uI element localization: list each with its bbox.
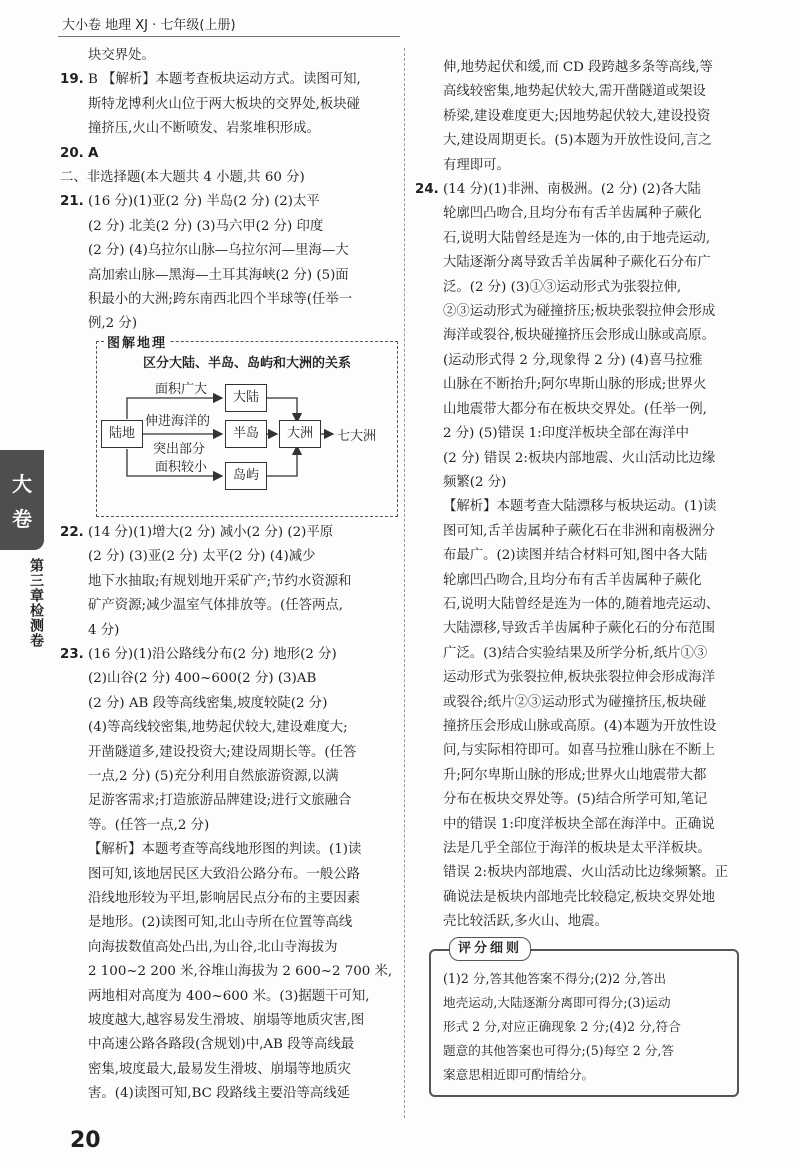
label-area-large: 面积广大	[155, 381, 208, 397]
node-zhou: 大洲	[279, 420, 321, 448]
rules-line: 案意思相近即可酌情给分。	[443, 1066, 595, 1082]
side-tab-char: 大	[12, 472, 32, 496]
question-number: 19.	[60, 72, 84, 88]
text-line: (16 分)(1)沿公路线分布(2 分) 地形(2 分)	[88, 646, 337, 662]
page-number: 20	[70, 1128, 101, 1153]
text-line: A	[88, 145, 99, 161]
text-line: 4 分)	[88, 622, 120, 638]
text-line: 地下水抽取;有规划地开采矿产;节约水资源和	[88, 573, 352, 589]
text-line: 山脉在不断抬升;阿尔卑斯山脉的形成;世界火	[443, 377, 707, 393]
text-line: 桥梁,建设难度更大;因地势起伏较大,建设投资	[443, 108, 711, 124]
text-line: 轮廓凹凸吻合,且均分布有舌羊齿属种子蕨化	[443, 572, 702, 588]
text-line: 图可知,舌羊齿属种子蕨化石在非洲和南极洲分	[443, 523, 716, 539]
side-tab-char: 卷	[12, 507, 32, 531]
text-line: 图可知,该地居民区大致沿公路分布。一般公路	[88, 866, 361, 882]
text-line: 广泛。(3)结合实验结果及所学分析,纸片①③	[443, 645, 708, 661]
question-number: 22.	[60, 524, 84, 540]
node-land: 陆地	[101, 420, 143, 448]
text-line: 开凿隧道多,建设投资大;建设周期长等。(任答	[88, 744, 357, 760]
text-line: 矿产资源;减少温室气体排放等。(任答两点,	[88, 598, 344, 614]
text-line: 撞挤压,火山不断喷发、岩浆堆积形成。	[88, 121, 320, 137]
text-line: 是地形。(2)读图可知,北山寺所在位置等高线	[88, 915, 353, 931]
text-line: 山地震带大都分布在板块交界处。(任举一例,	[443, 401, 707, 417]
text-line: 一点,2 分) (5)充分利用自然旅游资源,以满	[88, 768, 339, 784]
text-line: 中的错误 1:印度洋板块全部在海洋中。正确说	[443, 816, 715, 832]
rules-line: 题意的其他答案也可得分;(5)每空 2 分,答	[443, 1042, 675, 1058]
text-line: (2 分) AB 段等高线密集,坡度较陡(2 分)	[88, 695, 328, 711]
text-line: (4)等高线较密集,地势起伏较大,建设难度大;	[88, 720, 348, 736]
rules-line: 形式 2 分,对应正确现象 2 分;(4)2 分,符合	[443, 1018, 681, 1034]
diagram-tag: 图解地理	[105, 332, 169, 356]
text-line: 大陆漂移,导致舌羊齿属种子蕨化石的分布范围	[443, 621, 716, 637]
right-column	[415, 56, 743, 1097]
rules-line: 地壳运动,大陆逐渐分离即可得分;(3)运动	[443, 994, 671, 1010]
edge-continent-zhou	[267, 398, 297, 422]
text-line: 例,2 分)	[88, 316, 138, 332]
text-line: 沿线地形较为平坦,影响居民点分布的主要因素	[88, 890, 361, 906]
question-number: 24.	[415, 182, 439, 198]
text-line: 伸,地势起伏和缓,而 CD 段跨越多条等高线,等	[443, 60, 713, 75]
scoring-rules-box	[429, 940, 739, 1097]
text-line: (2)山谷(2 分) 400~600(2 分) (3)AB	[88, 671, 317, 687]
text-line: 海洋或裂谷,板块碰撞挤压会形成山脉或高原。	[443, 328, 716, 344]
text-line: 法是几乎全部位于海洋的板块是太平洋板块。	[443, 841, 711, 856]
text-line: 积最小的大洲;跨东南西北四个半球等(任举一	[88, 292, 353, 308]
left-column	[60, 44, 398, 1107]
text-line: (14 分)(1)增大(2 分) 减小(2 分) (2)平原	[88, 524, 334, 540]
edge-island-zhou	[267, 446, 297, 476]
result-seven-continents: 七大洲	[337, 428, 377, 444]
text-line: 确说法是板块内部地壳比较稳定,板块交界处地	[443, 889, 716, 905]
analysis-line: 【解析】本题考查等高线地形图的判读。(1)读	[88, 842, 362, 858]
text-line: 运动形式为张裂拉伸,板块张裂拉伸会形成海洋	[443, 670, 716, 686]
text-line: 或裂谷;纸片②③运动形式为碰撞挤压,板块碰	[443, 694, 707, 710]
text-line: 等。(任答一点,2 分)	[88, 817, 210, 833]
text-line: 大陆逐渐分离导致舌羊齿属种子蕨化石分布广	[443, 255, 711, 271]
question-number: 21.	[60, 194, 84, 210]
label-area-small: 面积较小	[155, 459, 208, 475]
scoring-rules-tag: 评分细则	[449, 937, 531, 961]
text-line: 错误 2:板块内部地震、火山活动比边缘频繁。正	[443, 865, 729, 881]
node-continent: 大陆	[225, 384, 267, 412]
text-line: (2 分) 北美(2 分) (3)马六甲(2 分) 印度	[88, 218, 324, 234]
question-number: 23.	[60, 646, 84, 662]
question-number: 20.	[60, 145, 84, 161]
section-heading: 二、非选择题(本大题共 4 小题,共 60 分)	[60, 170, 305, 186]
side-tab	[0, 450, 44, 702]
text-line: 块交界处。	[88, 48, 155, 63]
text-line: 大,建设周期更长。(5)本题为开放性设问,言之	[443, 133, 712, 149]
text-line: 壳比较活跃,多火山、地震。	[443, 914, 608, 930]
text-line: B 【解析】本题考查板块运动方式。读图可知,	[88, 72, 361, 88]
header-rule	[58, 36, 400, 37]
text-line: 石,说明大陆曾经是连为一体的,由于地壳运动,	[443, 230, 711, 246]
text-line: 两地相对高度为 400~600 米。(3)据题干可知,	[88, 988, 370, 1004]
side-tab-badge	[0, 450, 44, 550]
text-line: 足游客需求;打造旅游品牌建设;进行文旅融合	[88, 793, 352, 809]
label-extend-2: 突出部分	[153, 441, 206, 457]
text-line: 升;阿尔卑斯山脉的形成;世界火山地震带大都	[443, 767, 707, 783]
text-line: 中高速公路各路段(含规划)中,AB 段等高线最	[88, 1037, 355, 1053]
text-line: (运动形式得 2 分,现象得 2 分) (4)喜马拉雅	[443, 352, 703, 368]
text-line: 撞挤压会形成山脉或高原。(4)本题为开放性设	[443, 718, 717, 734]
text-line: (14 分)(1)非洲、南极洲。(2 分) (2)各大陆	[443, 182, 701, 198]
text-line: 斯特龙博利火山位于两大板块的交界处,板块碰	[88, 96, 361, 112]
text-line: 向海拔数值高处凸出,为山谷,北山寺海拔为	[88, 939, 338, 955]
node-peninsula: 半岛	[225, 420, 267, 448]
text-line: 坡度越大,越容易发生滑坡、崩塌等地质灾害,图	[88, 1013, 365, 1028]
chapter-label: 第三章检测卷	[28, 558, 44, 648]
text-line: 布最广。(2)读图并结合材料可知,图中各大陆	[443, 548, 708, 564]
text-line: ②③运动形式为碰撞挤压;板块张裂拉伸会形成	[443, 304, 716, 320]
text-line: 高线较密集,地势起伏较大,需开凿隧道或架设	[443, 84, 706, 100]
text-line: 轮廓凹凸吻合,且均分布有舌羊齿属种子蕨化	[443, 206, 702, 222]
text-line: (2 分) (4)乌拉尔山脉—乌拉尔河—里海—大	[88, 243, 349, 259]
text-line: 问,与实际相符即可。如喜马拉雅山脉在不断上	[443, 743, 716, 759]
column-divider	[404, 48, 405, 1118]
text-line: 2 100~2 200 米,谷堆山海拔为 2 600~2 700 米,	[88, 964, 393, 980]
relationship-diagram	[96, 335, 398, 517]
text-line: 石,说明大陆曾经是连为一体的,随着地壳运动、	[443, 596, 720, 612]
rules-line: (1)2 分,答其他答案不得分;(2)2 分,答出	[443, 970, 667, 986]
label-extend: 伸进海洋的	[145, 413, 211, 429]
text-line: (2 分) (3)亚(2 分) 太平(2 分) (4)减少	[88, 549, 316, 565]
text-line: (2 分) 错误 2:板块内部地震、火山活动比边缘	[443, 450, 716, 466]
text-line: (16 分)(1)亚(2 分) 半岛(2 分) (2)太平	[88, 194, 320, 210]
diagram-title: 区分大陆、半岛、岛屿和大洲的关系	[142, 355, 351, 371]
text-line: 频繁(2 分)	[443, 474, 507, 490]
text-line: 密集,坡度最大,最易发生滑坡、崩塌等地质灾	[88, 1061, 351, 1077]
page-header: 大小卷 地理 XJ · 七年级(上册)	[62, 18, 236, 33]
text-line: 有理即可。	[443, 157, 510, 173]
text-line: 分布在板块交界处等。(5)结合所学可知,笔记	[443, 792, 708, 808]
text-line: 2 分) (5)错误 1:印度洋板块全部在海洋中	[443, 426, 689, 442]
node-island: 岛屿	[225, 462, 267, 490]
text-line: 泛。(2 分) (3)①③运动形式为张裂拉伸,	[443, 279, 682, 295]
text-line: 高加索山脉—黑海—土耳其海峡(2 分) (5)面	[88, 267, 349, 283]
text-line: 害。(4)读图可知,BC 段路线主要沿等高线延	[88, 1086, 351, 1102]
analysis-line: 【解析】本题考查大陆漂移与板块运动。(1)读	[443, 499, 717, 515]
